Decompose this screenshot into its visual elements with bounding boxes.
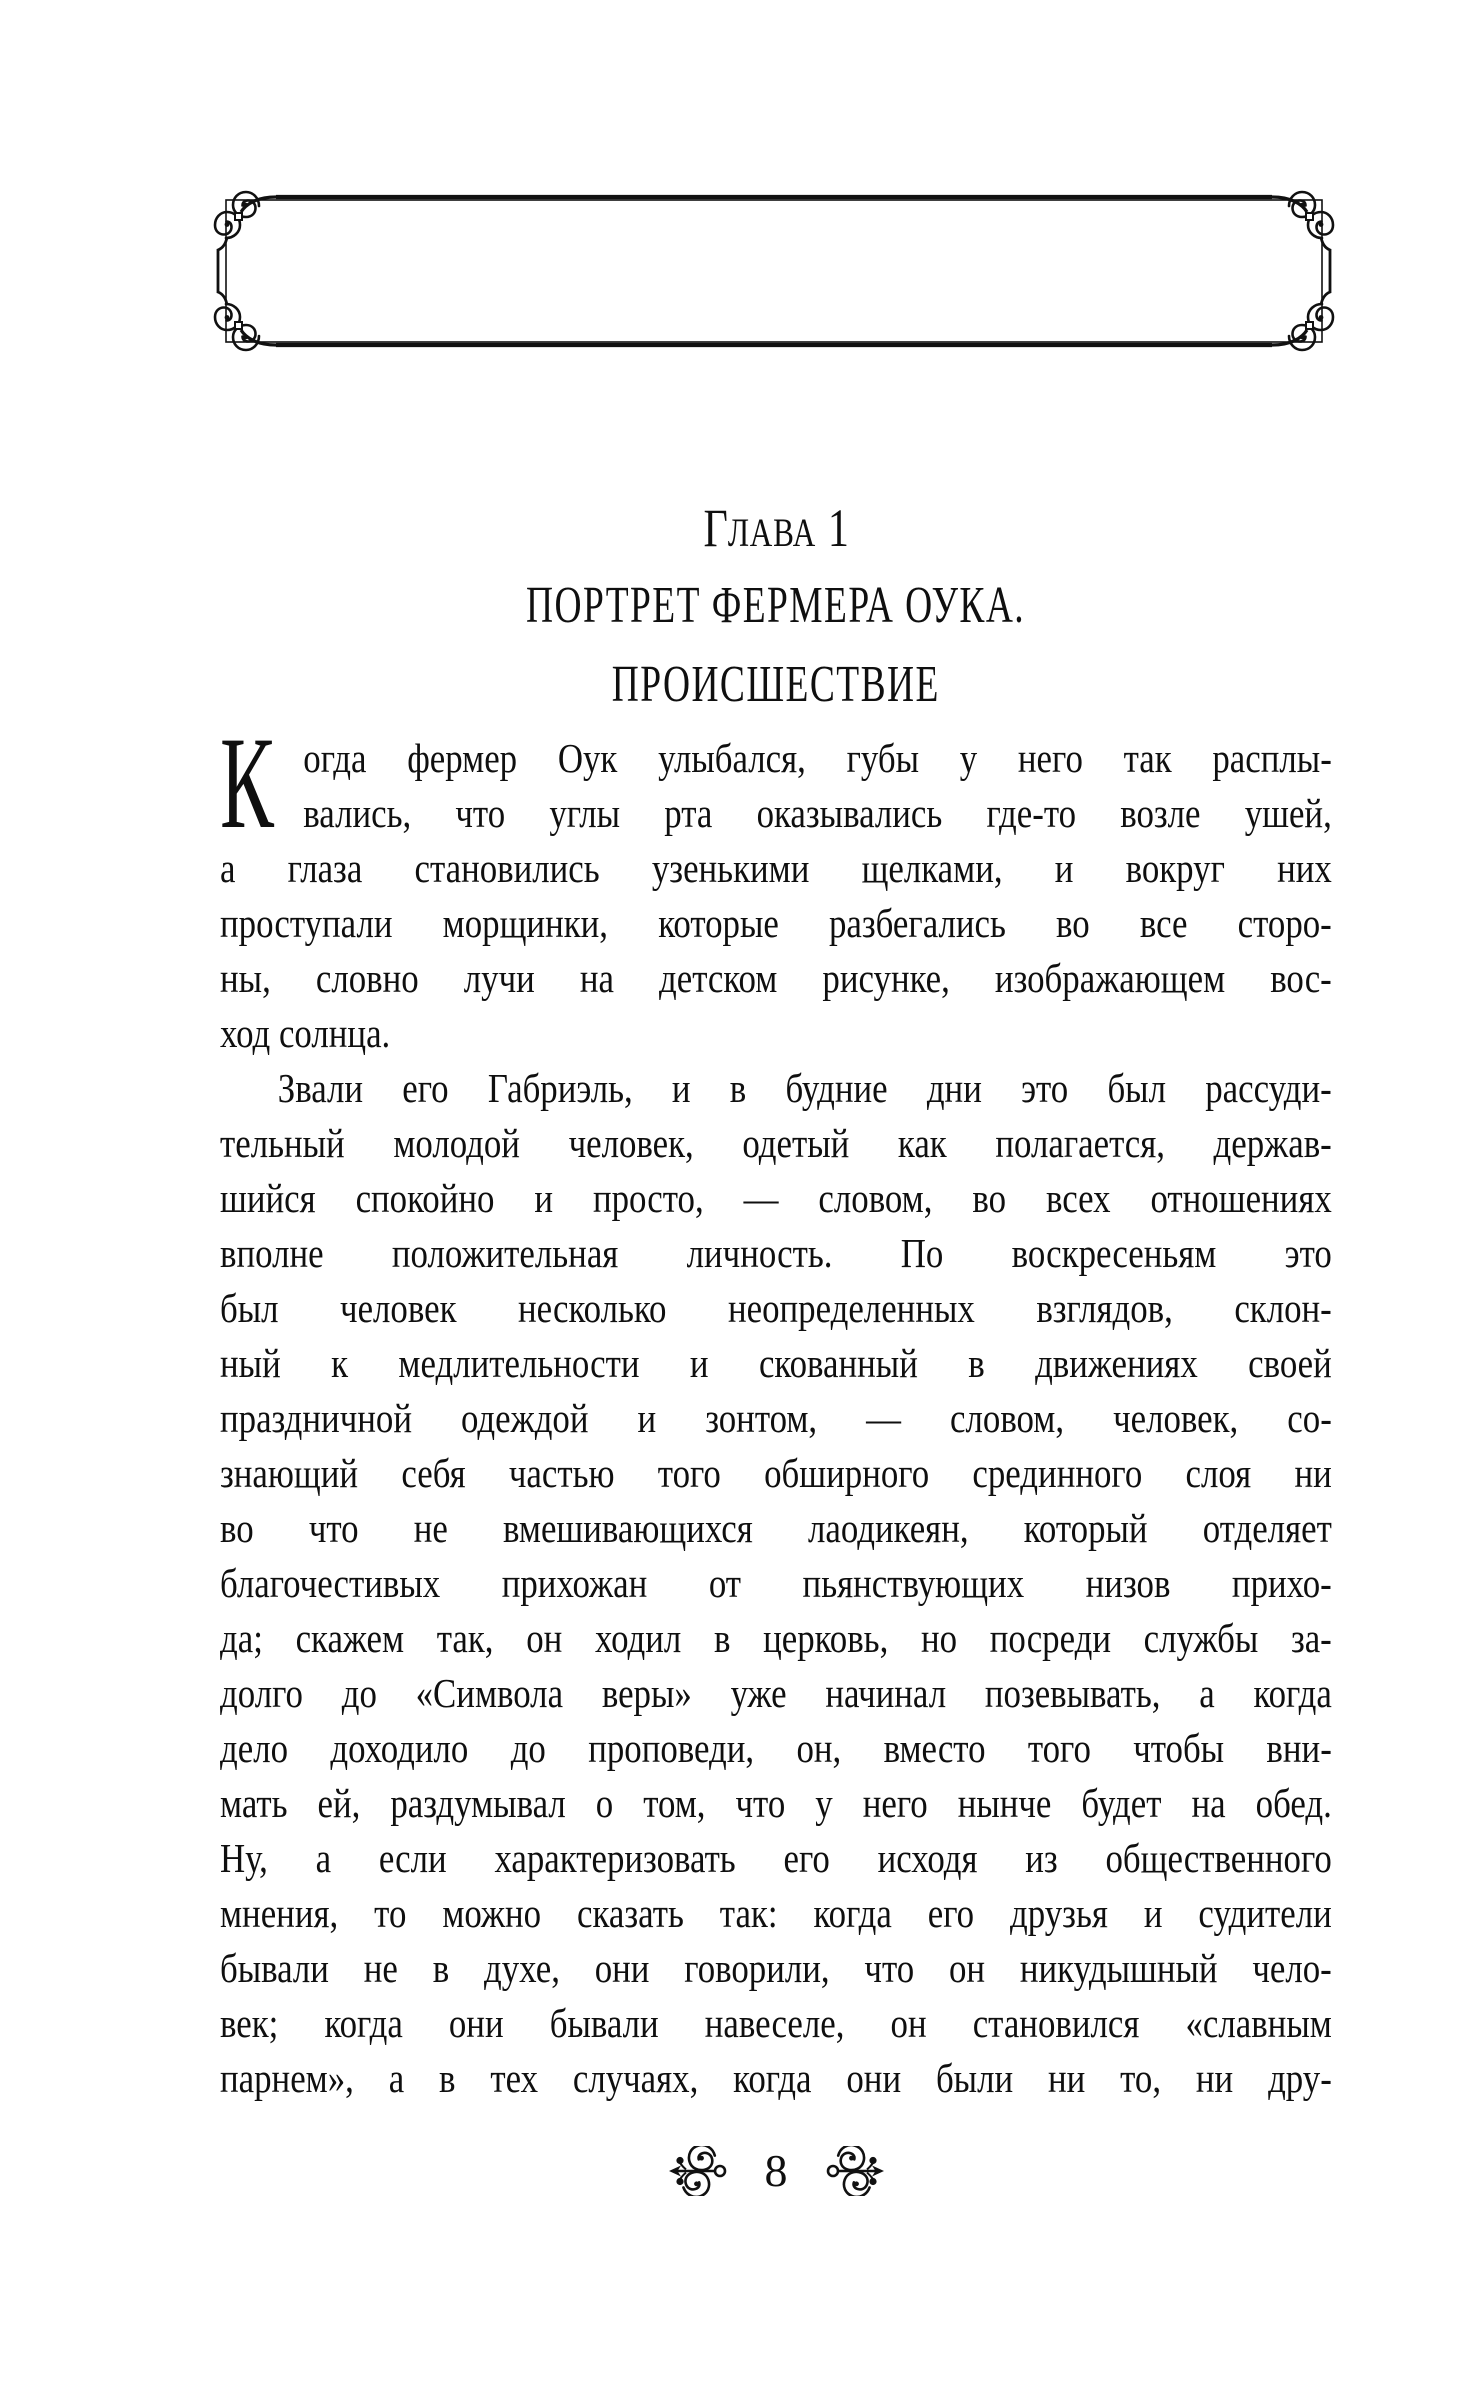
subtitle-line-2: ПРОИСШЕСТВИЕ bbox=[611, 656, 941, 713]
text-line: шийся спокойно и просто, — словом, во всех отношениях bbox=[220, 1175, 1332, 1221]
text-line: долго до «Символа веры» уже начинал позевывать, а когда bbox=[220, 1670, 1332, 1716]
body-text bbox=[220, 709, 1332, 2106]
text-line: да; скажем так, он ходил в церковь, но посреди службы за- bbox=[220, 1615, 1332, 1661]
subtitle-line-1: ПОРТРЕТ ФЕРМЕРА ОУКА. bbox=[526, 577, 1026, 634]
drop-cap: К bbox=[220, 709, 274, 856]
text-line: Звали его Габриэль, и в будние дни это был рассуди- bbox=[277, 1065, 1332, 1111]
text-line: огда фермер Оук улыбался, губы у него так расплы- bbox=[303, 735, 1332, 781]
text-line: знающий себя частью того обширного срединного слоя ни bbox=[220, 1450, 1332, 1496]
text-line: вались, что углы рта оказывались где-то возле ушей, bbox=[303, 790, 1332, 836]
chapter-number: 1 bbox=[827, 498, 849, 558]
text-line: Ну, а если характеризовать его исходя из общественного bbox=[220, 1835, 1332, 1881]
text-line: дело доходило до проповеди, он, вместо того чтобы вни- bbox=[220, 1725, 1332, 1771]
chapter-word-initial: Г bbox=[703, 498, 728, 558]
text-line: парнем», а в тех случаях, когда они были ни то, ни дру- bbox=[220, 2055, 1332, 2101]
page-footer bbox=[220, 2146, 1332, 2196]
text-line: тельный молодой человек, одетый как полагается, держав- bbox=[220, 1120, 1332, 1166]
chapter-heading bbox=[220, 498, 1332, 572]
text-line: век; когда они бывали навеселе, он становился «славным bbox=[220, 2000, 1332, 2046]
text-line: вполне положительная личность. По воскресеньям это bbox=[220, 1230, 1332, 1276]
chapter-word-rest: ЛАВА bbox=[727, 510, 816, 555]
text-line: был человек несколько неопределенных взглядов, склон- bbox=[220, 1285, 1332, 1331]
page-number: 8 bbox=[764, 2145, 788, 2196]
footer-fleuron-left-icon bbox=[669, 2146, 731, 2196]
text-line: ход солнца. bbox=[220, 1010, 391, 1056]
footer-fleuron-right-icon bbox=[822, 2146, 884, 2196]
text-line: мнения, то можно сказать так: когда его друзья и судители bbox=[220, 1890, 1332, 1936]
header-ornament-frame bbox=[200, 180, 1350, 364]
text-line: ны, словно лучи на детском рисунке, изображающем вос- bbox=[220, 955, 1332, 1001]
text-line: благочестивых прихожан от пьянствующих низов прихо- bbox=[220, 1560, 1332, 1606]
chapter-title bbox=[703, 498, 848, 572]
text-line: проступали морщинки, которые разбегались во все сторо- bbox=[220, 900, 1332, 946]
text-line: мать ей, раздумывал о том, что у него нынче будет на обед. bbox=[220, 1780, 1332, 1826]
chapter-subtitle bbox=[220, 572, 1332, 730]
text-line: бывали не в духе, они говорили, что он никудышный чело- bbox=[220, 1945, 1332, 1991]
text-line: а глаза становились узенькими щелками, и вокруг них bbox=[220, 845, 1332, 891]
text-line: ный к медлительности и скованный в движениях своей bbox=[220, 1340, 1332, 1386]
text-line: во что не вмешивающихся лаодикеян, который отделяет bbox=[220, 1505, 1332, 1551]
text-line: праздничной одеждой и зонтом, — словом, человек, со- bbox=[220, 1395, 1332, 1441]
